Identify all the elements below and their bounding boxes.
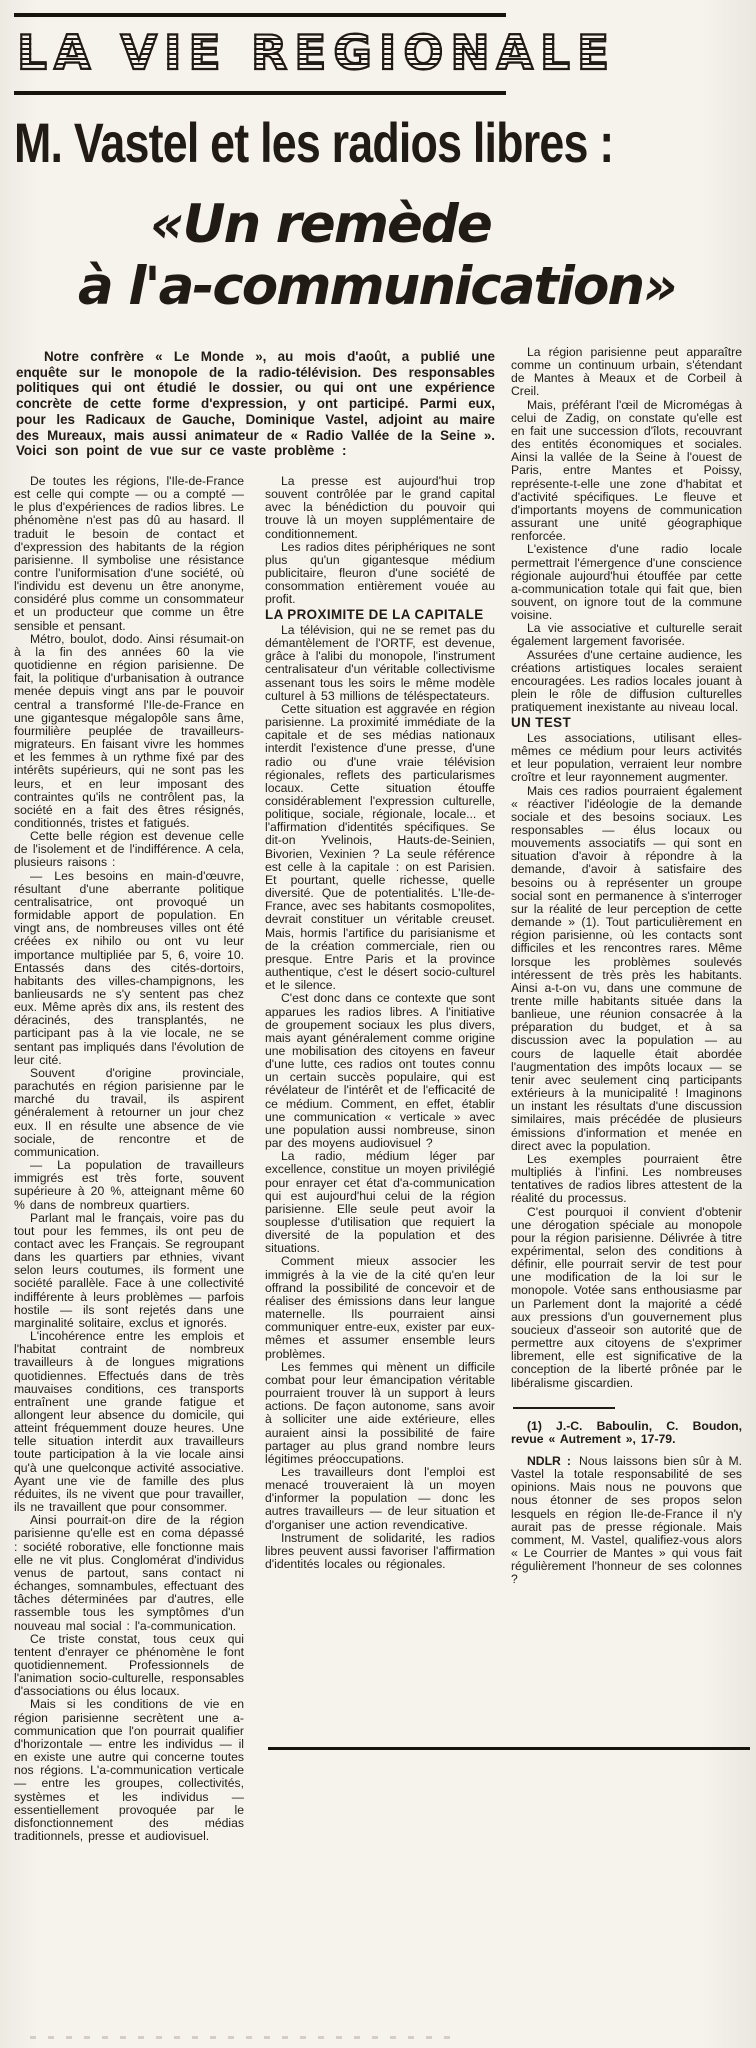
body-paragraph: — Les besoins en main-d'œuvre, résultant d'une aberrante politique centralisatrice, ont provoqué un formidable apport de population. En vingt ans, de nombreuses villes ont été créées ex nihilo ou ont vu leur importance multipliée par 5, 6, voire 10. Entassés dans des cités-dortoirs, habitants des villes-champignons, les banlieusards ne s'y sentent pas chez eux. Même après dix ans, ils restent des déracinés, des transplantés, ne participant pas à la vie locale, ne se sentant pas impliqués dans l'évolution de leur cité. <box>14 868 244 1067</box>
masthead-rule-bottom <box>14 91 506 95</box>
body-paragraph: La presse est aujourd'hui trop souvent contrôlée par le grand capital avec la bénédiction du pouvoir qui trouve là un moyen supplémentaire de conditionnement. <box>265 473 495 541</box>
body-paragraph: Les femmes qui mènent un difficile combat pour leur émancipation véritable pourraient trouver là un support à leurs actions. De façon autonome, sans avoir à solliciter une aide extérieure, elles auraient ainsi la possibilité de faire partager au plus grand nombre leurs légitimes préoccupations. <box>265 1359 495 1466</box>
end-of-article-rule <box>268 1747 750 1750</box>
two-column-block <box>14 475 495 1843</box>
body-paragraph: Instrument de solidarité, les radios libres peuvent aussi favoriser l'affirmation d'identités locales ou régionales. <box>265 1530 495 1572</box>
article-left-region <box>14 346 495 1843</box>
masthead-rule-top <box>14 13 506 17</box>
body-paragraph: De toutes les régions, l'Ile-de-France est celle qui compte — ou a compté — le plus d'expériences de radios libres. Le phénomène n'est pas dû au hasard. Il traduit le besoin de contact et d'expression des habitants de la région parisienne. Il symbolise une résistance contre l'uniformisation d'une société, où l'individu est devenu un être anonyme, considéré plus comme un consommateur et un producteur que comme un être sensible et pensant. <box>14 473 244 633</box>
body-paragraph: Les travailleurs dont l'emploi est menacé trouveraient là un moyen d'informer la population — donc les autres travailleurs — de leur situation et d'organiser une action revendicative. <box>265 1464 495 1532</box>
body-paragraph: Ainsi pourrait-on dire de la région parisienne qu'elle est en coma dépassé : société roborative, elle fonctionne mais elle ne vit plus. Conglomérat d'individus venus de partout, sans contact ni échanges, somnambules, effectuant des tâches déterminées par d'autres, elle rassemble tous les symptômes d'un nouveau mal social : l'a-communication. <box>14 1513 244 1633</box>
section-title: LA VIE REGIONALE <box>17 18 756 90</box>
column-subhead: UN TEST <box>511 715 572 731</box>
body-paragraph: La radio, médium léger par excellence, constitue un moyen privilégié pour enrayer cet état d'a-communication qui est aujourd'hui celui de la région parisienne. Elle seule peut avoir la souplesse d'utilisation que requiert la diversité de la population et des situations. <box>265 1149 495 1256</box>
body-paragraph: La vie associative et culturelle serait également largement favorisée. <box>511 621 742 649</box>
body-paragraph: Assurées d'une certaine audience, les créations artistiques locales seraient encouragées. Les radios locales jouant à plein le rôle de diffusion culturelles pratiquement inexistante au niveau local. <box>511 647 742 715</box>
ndlr-paragraph: NDLR : Nous laissons bien sûr à M. Vastel la totale responsabilité de ses opinions. Mais nous ne pouvons que nous étonner de ses propos selon lesquels en région Ile-de-France il n'y aurait pas de presse régionale. Mais comment, M. Vastel, qualifiez-vous alors « Le Courrier de Mantes » qui vous fait régulièrement l'honneur de ses colonnes ? <box>511 1454 742 1587</box>
body-paragraph: L'existence d'une radio locale permettrait l'émergence d'une conscience régionale aujourd'hui étouffée par cette a-communication totale qui fait que, bien souvent, on ignore tout de la commune voisine. <box>511 542 742 623</box>
body-paragraph: — La population de travailleurs immigrés est très forte, souvent supérieure à 20 %, atteignant même 60 % dans de nombreux quartiers. <box>14 1158 244 1212</box>
body-paragraph: Cette situation est aggravée en région parisienne. La proximité immédiate de la capitale et de ses médias nationaux interdit l'existence d'une presse, d'une radio ou d'une vraie télévision régionales, reflets des particularismes locaux. Cette situation étouffe considérablement l'expression culturelle, politique, sociale, régionale, locale... et l'affirmation d'identités spécifiques. Se dit-on Yvelinois, Hauts-de-Seinien, Bivorien, Vexinien ? La seule référence est celle à la capitale : on est Parisien. Et pourtant, quelle richesse, quelle diversité. Que de potentialités. L'Ile-de-France, avec ses habitants cosmopolites, devrait constituer un véritable creuset. Mais, hormis l'artifice du parisianisme et de la création commerciale, rien ou presque. Entre Paris et la province authentique, c'est le désert socio-culturel et le silence. <box>265 701 495 993</box>
body-paragraph: Métro, boulot, dodo. Ainsi résumait-on à la fin des années 60 la vie quotidienne en région parisienne. De fait, la politique d'urbanisation à outrance menée depuis vingt ans par le pouvoir central a transformé l'Ile-de-France en une gigantesque mégalopôle sans âme, fourmilière peuplée de travailleurs-migrateurs. En faisant vivre les hommes et les femmes à un rythme fixé par des intérêts supérieurs, qui ne sont pas les leurs, et en leur imposant des contraintes qu'ils ne contrôlent pas, la société en a fait des êtres résignés, conditionnés, tristes et fatigués. <box>14 631 244 830</box>
intro-paragraph: Notre confrère « Le Monde », au mois d'août, a publié une enquête sur le monopole de la radio-télévision. Des responsables politiques qui ont étudié le dossier, ou qui ont une expérience concrète de cette forme d'expression, y ont participé. Parmi eux, pour les Radicaux de Gauche, Dominique Vastel, adjoint au maire des Mureaux, mais aussi animateur de « Radio Vallée de la Seine ». Voici son point de vue sur ce vaste problème : <box>16 349 495 459</box>
body-paragraph: Comment mieux associer les immigrés à la vie de la cité qu'en leur offrand la possibilité de concevoir et de réaliser des émissions dans leur langue maternelle. Ils pourraient ainsi communiquer entre-eux, exister par eux-mêmes et assumer ensemble leurs problèmes. <box>265 1254 495 1361</box>
body-paragraph: Mais, préférant l'œil de Micromégas à celui de Zadig, on constate qu'elle est en fait une succession d'îlots, recouvrant des entités économiques et sociales. Ainsi la vallée de la Seine à l'ouest de Paris, entre Mantes et Poissy, représente-t-elle une zone d'habitat et d'activité spécifiques. Le fleuve et d'importants moyens de communication assurant une unité géographique renforcée. <box>511 397 742 544</box>
article-column-2 <box>265 475 495 1843</box>
masthead <box>0 0 756 95</box>
article-column-1 <box>14 475 244 1843</box>
headline-quote-line-1: «Un remède <box>150 194 491 255</box>
body-paragraph: Les exemples pourraient être multipliés à l'infini. Les nombreuses tentatives de radios libres attestent de la réalité du processus. <box>511 1151 742 1206</box>
body-paragraph: Les radios dites périphériques ne sont plus qu'un gigantesque médium publicitaire, fleuron d'une société de consommation entièrement vouée au profit. <box>265 539 495 607</box>
ndlr-label: NDLR : <box>527 1454 577 1468</box>
body-paragraph: Mais ces radios pourraient également « réactiver l'idéologie de la demande sociale et des besoins sociaux. Les responsables — élus locaux ou mouvements associatifs — qui sont en situation d'avoir à répondre à la demande, d'avoir à satisfaire des besoins ou à représenter un groupe social sont en permanence à s'interroger sur la réalité de leur perception de cette demande » (1). Tout particulièrement en région parisienne, où les contacts sont difficiles et les rencontres rares. Même lorsque les problèmes soulevés intéressent de très près les habitants. Ainsi a-t-on vu, dans une commune de trente mille habitants située dans la banlieue, une réunion consacrée à la préparation du budget, et à sa discussion avec la population — au cours de laquelle était abordée l'augmentation des impôts locaux — se tenir avec seulement cinq participants extérieurs à la municipalité ! Imaginons un instant les résultats d'une discussion similaires, mais précédée de plusieurs émissions d'information et menée en direct avec la population. <box>511 783 742 1153</box>
body-paragraph: Les associations, utilisant elles-mêmes ce médium pour leurs activités et leur population, verraient leur nombre croître et leur rayonnement augmenter. <box>511 730 742 785</box>
body-paragraph: Parlant mal le français, voire pas du tout pour les femmes, ils ont peu de contact avec les Français. Se regroupant dans les quartiers par ethnies, vivant selon leurs coutumes, ils forment une société parallèle. Face à une collectivité indifférente à leurs problèmes — parfois hostile — ils sont rejetés dans une marginalité solitaire, exclus et ignorés. <box>14 1210 244 1330</box>
body-paragraph: Mais si les conditions de vie en région parisienne secrètent une a-communication que l'on pourrait qualifier d'horizontale — entre les individus — il en existe une autre qui concerne toutes nos régions. L'a-communication verticale — entre les groupes, collectivités, systèmes et les individus — essentiellement provoquée par le disfonctionnement des médias traditionnels, presse et audiovisuel. <box>14 1697 244 1844</box>
article-body <box>14 346 746 1843</box>
body-paragraph: L'incohérence entre les emplois et l'habitat contraint de nombreux travailleurs à de longues migrations quotidiennes. Effectués dans de très mauvaises conditions, ces transports entraînent une grande fatigue et allongent leur absence du domicile, qui atteint fréquemment douze heures. Une telle situation interdit aux travailleurs toute participation à la vie locale ainsi qu'à une quelconque activité associative. Ayant une vie de famille des plus réduites, ils ne vivent que pour travailler, ils ne travaillent que pour consommer. <box>14 1329 244 1515</box>
body-paragraph: La région parisienne peut apparaître comme un continuum urbain, s'étendant de Mantes à Meaux et de Corbeil à Creil. <box>511 345 742 399</box>
body-paragraph: Souvent d'origine provinciale, parachutés en région parisienne par le marché du travail, ils aspirent généralement à retourner un jour chez eux. Il en résulte une absence de vie sociale, de rencontre et de communication. <box>14 1065 244 1159</box>
scan-artifact <box>30 2036 460 2039</box>
body-paragraph: Cette belle région est devenue celle de l'isolement et de l'indifférence. A cela, plusieurs raisons : <box>14 829 244 870</box>
column-subhead: LA PROXIMITE DE LA CAPITALE <box>265 607 484 623</box>
footnote-divider <box>513 1407 615 1409</box>
body-paragraph: Ce triste constat, tous ceux qui tentent d'enrayer ce phénomène le font quotidiennement. Professionnels de l'animation socio-culturelle, responsables d'associations ou élus locaux. <box>14 1631 244 1699</box>
headline-quote-line-2: à l'a-communication» <box>78 256 676 317</box>
footnote-text: (1) J.-C. Baboulin, C. Boudon, revue « Autrement », 17-79. <box>511 1418 742 1446</box>
body-paragraph: C'est donc dans ce contexte que sont apparues les radios libres. A l'initiative de groupement sociaux les plus divers, mais ayant généralement comme origine une mobilisation des citoyens en faveur d'une lutte, ces radios ont toutes connu un certain succès populaire, qui est révélateur de l'intérêt et de l'efficacité de ce médium. Comment, en effet, établir une communication « verticale » avec une population aussi nombreuse, sinon par des moyens audiovisuel ? <box>265 991 495 1151</box>
article-column-3 <box>511 346 742 1587</box>
article-headline: M. Vastel et les radios libres : <box>14 111 614 174</box>
body-paragraph: La télévision, qui ne se remet pas du démantèlement de l'ORTF, est devenue, grâce à l'alibi du monopole, l'instrument centralisateur d'un véritable collectivisme assenant tous les soirs le même modèle culturel à 53 millions de téléspectateurs. <box>265 622 495 703</box>
body-paragraph: C'est pourquoi il convient d'obtenir une dérogation spéciale au monopole pour la région parisienne. Délivrée à titre expérimental, selon des conditions à définir, elle pourrait servir de test pour une modification de la loi sur le monopole. Votée sans enthousiasme par un Parlement dont la majorité a cédé aux pressions d'un gouvernement plus soucieux d'asseoir son autorité que de permettre aux citoyens de s'exprimer librement, elle est significative de la conception de la liberté prônée par le libéralisme giscardien. <box>511 1204 742 1390</box>
